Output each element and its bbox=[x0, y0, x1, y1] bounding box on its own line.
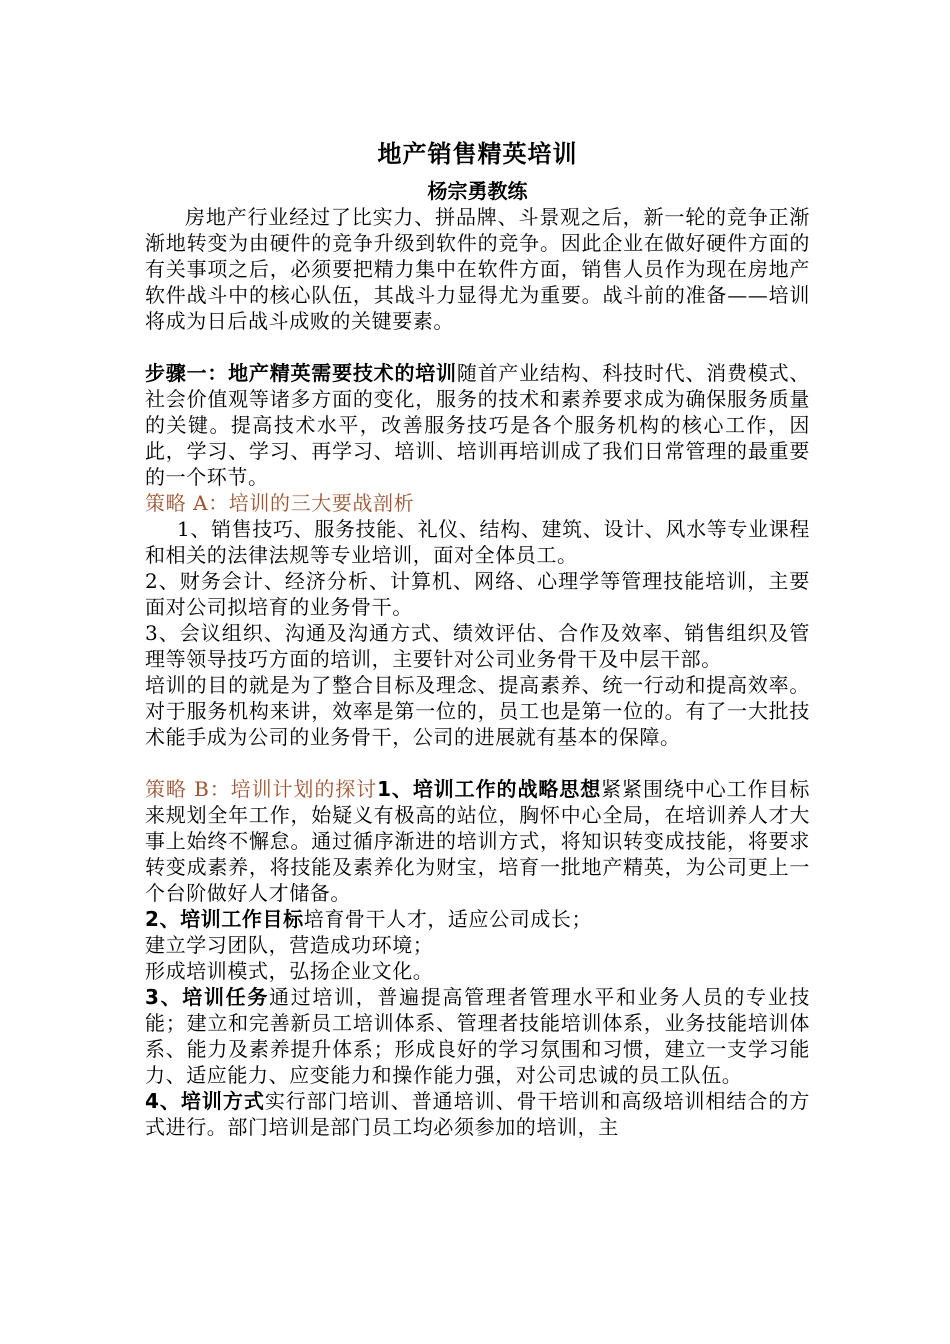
strategy-b-item3-heading: 3、培训任务 bbox=[145, 985, 270, 1009]
strategy-b-item4 bbox=[145, 1088, 810, 1140]
strategy-b-item2-heading: 2、培训工作目标 bbox=[145, 907, 304, 931]
strategy-b-item1-heading: 1、培训工作的战略思想 bbox=[377, 777, 602, 801]
strategy-b-item2-line-2: 建立学习团队，营造成功环境； bbox=[145, 933, 434, 957]
step1-text: 随首产业结构、科技时代、消费模式、社会价值观等诸多方面的变化，服务的技术和素养要求成为确保服务质量的关键。提高技术水平，改善服务技巧是各个服务机构的核心工作，因此，学习、学习、再学习、培训、培训再培训成了我们日常管理的最重要的一个环节。 bbox=[145, 361, 811, 489]
step1-paragraph bbox=[145, 360, 810, 490]
strategy-b-item2-text: 培育骨干人才，适应公司成长； bbox=[303, 907, 593, 931]
strategy-b-item4-heading: 4、培训方式 bbox=[145, 1089, 265, 1113]
strategy-b-item4-text: 实行部门培训、普通培训、骨干培训和高级培训相结合的方式进行。部门培训是部门员工均必须参加的培训，主 bbox=[145, 1089, 810, 1139]
strategy-a-summary: 培训的目的就是为了整合目标及理念、提高素养、统一行动和提高效率。对于服务机构来讲，效率是第一位的，员工也是第一位的。有了一大批技术能手成为公司的业务骨干，公司的进展就有基本的保障。 bbox=[145, 673, 810, 749]
strategy-b-heading: 策略 B：培训计划的探讨 bbox=[145, 777, 378, 801]
strategy-a-item-3: 3、会议组织、沟通及沟通方式、绩效评估、合作及效率、销售组织及管理等领导技巧方面的培训，主要针对公司业务骨干及中层干部。 bbox=[145, 621, 810, 671]
strategy-b-item3 bbox=[145, 984, 810, 1088]
strategy-b-item3-text: 通过培训，普遍提高管理者管理水平和业务人员的专业技能；建立和完善新员工培训体系、管理者技能培训体系，业务技能培训体系、能力及素养提升体系；形成良好的学习氛围和习惯，建立一支学习能力、适应能力、应变能力和操作能力强，对公司忠诚的员工队伍。 bbox=[145, 985, 810, 1087]
strategy-b-item2-line-1 bbox=[145, 906, 810, 932]
spacer bbox=[145, 750, 810, 776]
strategy-a-item-1: 1、销售技巧、服务技能、礼仪、结构、建筑、设计、风水等专业课程和相关的法律法规等专业培训，面对全体员工。 bbox=[145, 517, 810, 567]
strategy-a-item-2: 2、财务会计、经济分析、计算机、网络、心理学等管理技能培训，主要面对公司拟培育的业务骨干。 bbox=[145, 569, 810, 619]
strategy-a-heading: 策略 A：培训的三大要战剖析 bbox=[145, 491, 415, 515]
document-page bbox=[145, 138, 810, 1140]
document-author: 杨宗勇教练 bbox=[427, 179, 528, 203]
document-title: 地产销售精英培训 bbox=[377, 140, 578, 168]
step1-heading: 步骤一：地产精英需要技术的培训 bbox=[145, 361, 457, 385]
spacer bbox=[145, 334, 810, 360]
strategy-b-item1-text: 紧紧围绕中心工作目标来规划全年工作，始疑义有极高的站位，胸怀中心全局，在培训养人才大事上始终不懈怠。通过循序渐进的培训方式，将知识转变成技能，将要求转变成素养，将技能及素养化为财宝，培育一批地产精英，为公司更上一个台阶做好人才储备。 bbox=[145, 777, 810, 905]
strategy-b-item2-line-3: 形成培训模式，弘扬企业文化。 bbox=[145, 959, 434, 983]
intro-paragraph: 房地产行业经过了比实力、拼品牌、斗景观之后，新一轮的竞争正渐渐地转变为由硬件的竞争升级到软件的竞争。因此企业在做好硬件方面的有关事项之后，必须要把精力集中在软件方面，销售人员作为现在房地产软件战斗中的核心队伍，其战斗力显得尤为重要。战斗前的准备——培训将成为日后战斗成败的关键要素。 bbox=[145, 205, 810, 333]
strategy-b-paragraph bbox=[145, 776, 810, 906]
